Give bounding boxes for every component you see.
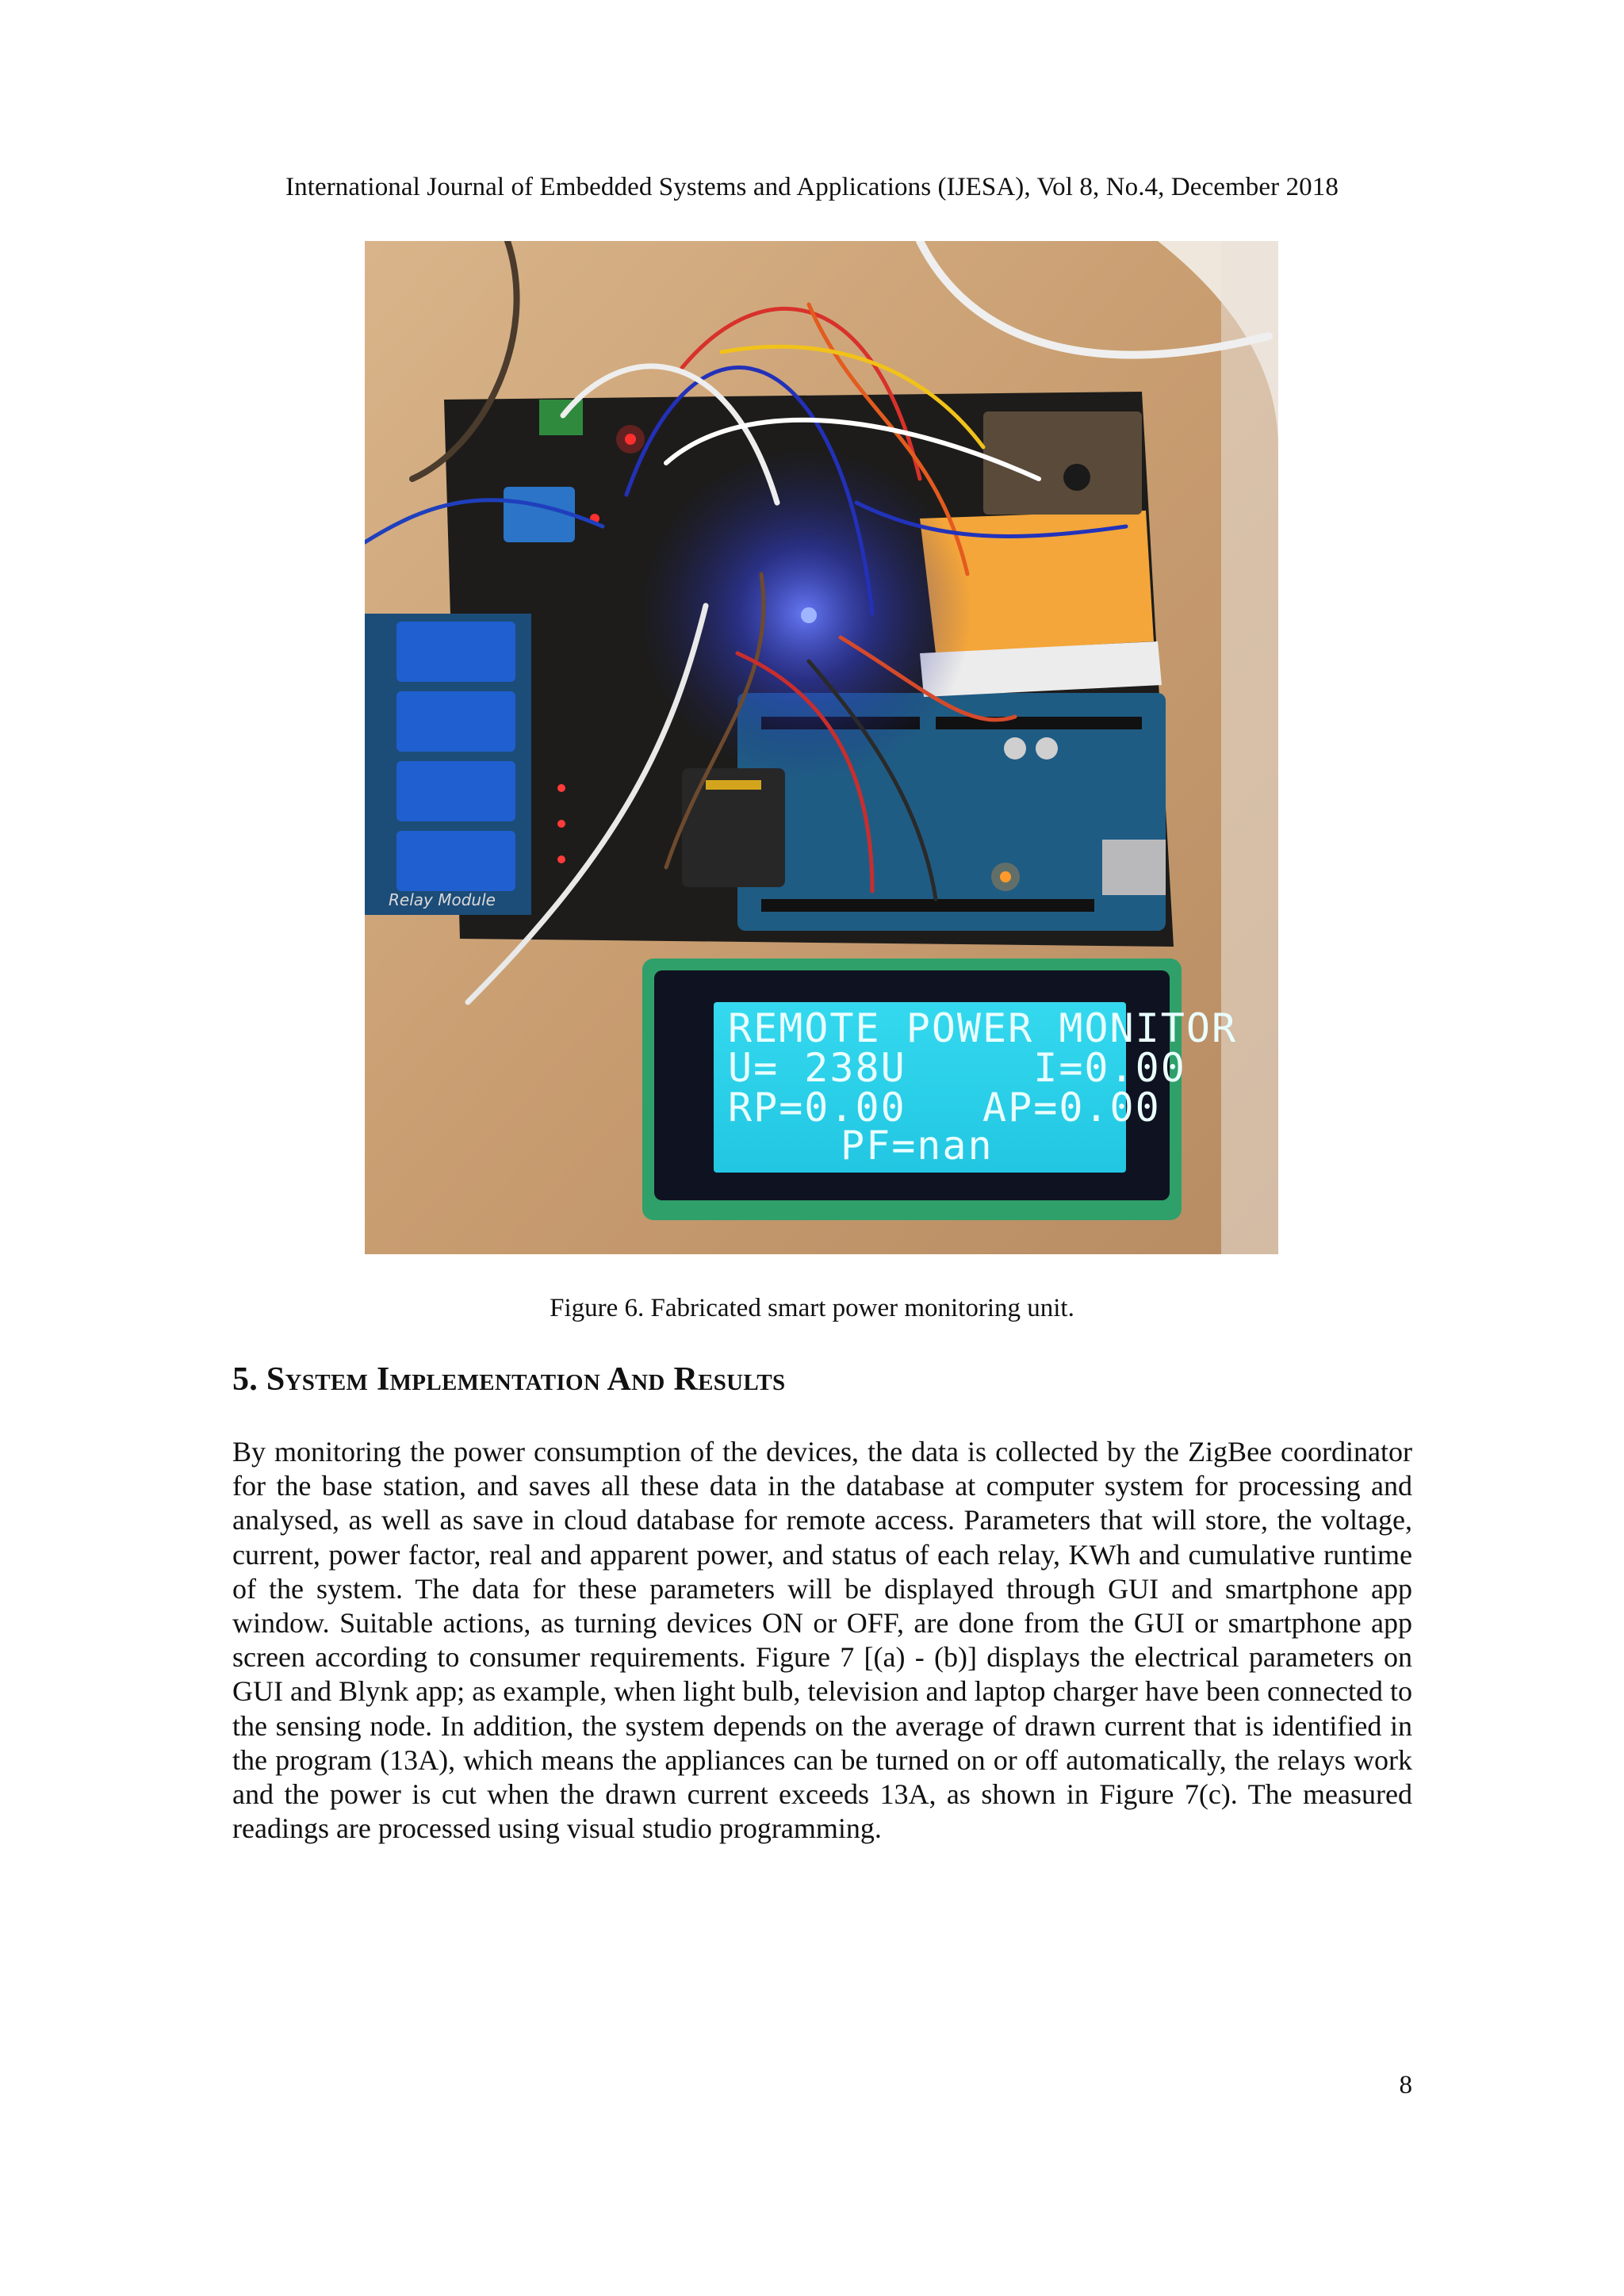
body-paragraph: By monitoring the power consumption of the devices, the data is collected by the ZigBee coordinator for the base station, and saves all these data in the database at computer system for processing and analysed, as well as save in cloud database for remote access. Parameters that will store, the voltage, current, power factor, real and apparent power, and status of each relay, KWh and cumulative runtime of the system. The data for these parameters will be displayed through GUI and smartphone app window. Suitable actions, as turning devices ON or OFF, are done from the GUI or smartphone app screen according to consumer requirements. Figure 7 [(a) - (b)] displays the electrical parameters on GUI and Blynk app; as example, when light bulb, television and laptop charger have been connected to the sensing node. In addition, the system depends on the average of drawn current that is identified in the program (13A), which means the appliances can be turned on or off automatically, the relays work and the power is cut when the drawn current exceeds 13A, as shown in Figure 7(c). The measured readings are processed using visual studio programming. [232, 1436, 1412, 1845]
lcd-line-power: RP=0.00 AP=0.00 [728, 1085, 1161, 1131]
running-header: International Journal of Embedded Systems and Applications (IJESA), Vol 8, No.4, December 2018 [285, 173, 1339, 201]
lcd-line-title: REMOTE POWER MONITOR [728, 1005, 1238, 1051]
lcd-line-voltage-current: U= 238U I=0.00 [728, 1045, 1186, 1091]
figure-6-photo [365, 241, 1278, 1254]
relay-module-label: Relay Module [389, 890, 496, 909]
lcd-line-power-factor: PF=nan [841, 1123, 994, 1169]
transformer [504, 487, 575, 542]
section-heading: 5. System Implementation And Results [232, 1361, 786, 1398]
page-number: 8 [1399, 2071, 1412, 2099]
figure-caption: Figure 6. Fabricated smart power monitoring unit. [550, 1294, 1074, 1322]
